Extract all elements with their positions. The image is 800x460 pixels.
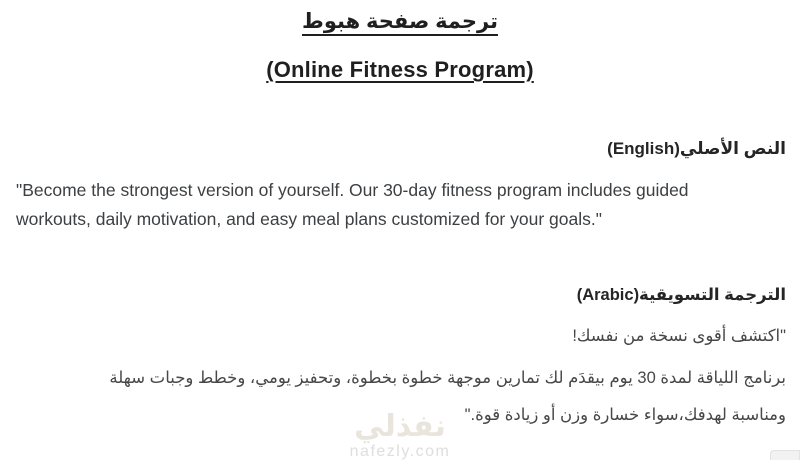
original-text-paragraph: "Become the strongest version of yourself. Our 30-day fitness program includes guided workouts, daily motivation, and easy meal plans customized for your goals.": [16, 180, 689, 229]
bottom-right-panel-edge: [770, 450, 800, 460]
watermark-logo-nafezly: نفذلي: [354, 410, 446, 443]
translation-hook-line: "اكتشف أقوى نسخة من نفسك!: [572, 327, 786, 345]
section-heading-marketing-translation: الترجمة التسويقية(Arabic): [576, 286, 786, 304]
section-heading-original-english: النص الأصلي(English): [607, 139, 786, 158]
translation-paragraph: برنامج اللياقة لمدة 30 يوم بيقدَم لك تمارين موجهة خطوة بخطوة، وتحفيز يومي، وخطط وجبات سهلة ومناسبة لهدفك،سواء خسارة وزن أو زيادة قوة.": [109, 369, 786, 424]
page-title-arabic: ترجمة صفحة هبوط: [302, 10, 498, 33]
watermark-site-url: nafezly.com: [349, 443, 451, 460]
page-title-english: (Online Fitness Program): [266, 57, 534, 82]
